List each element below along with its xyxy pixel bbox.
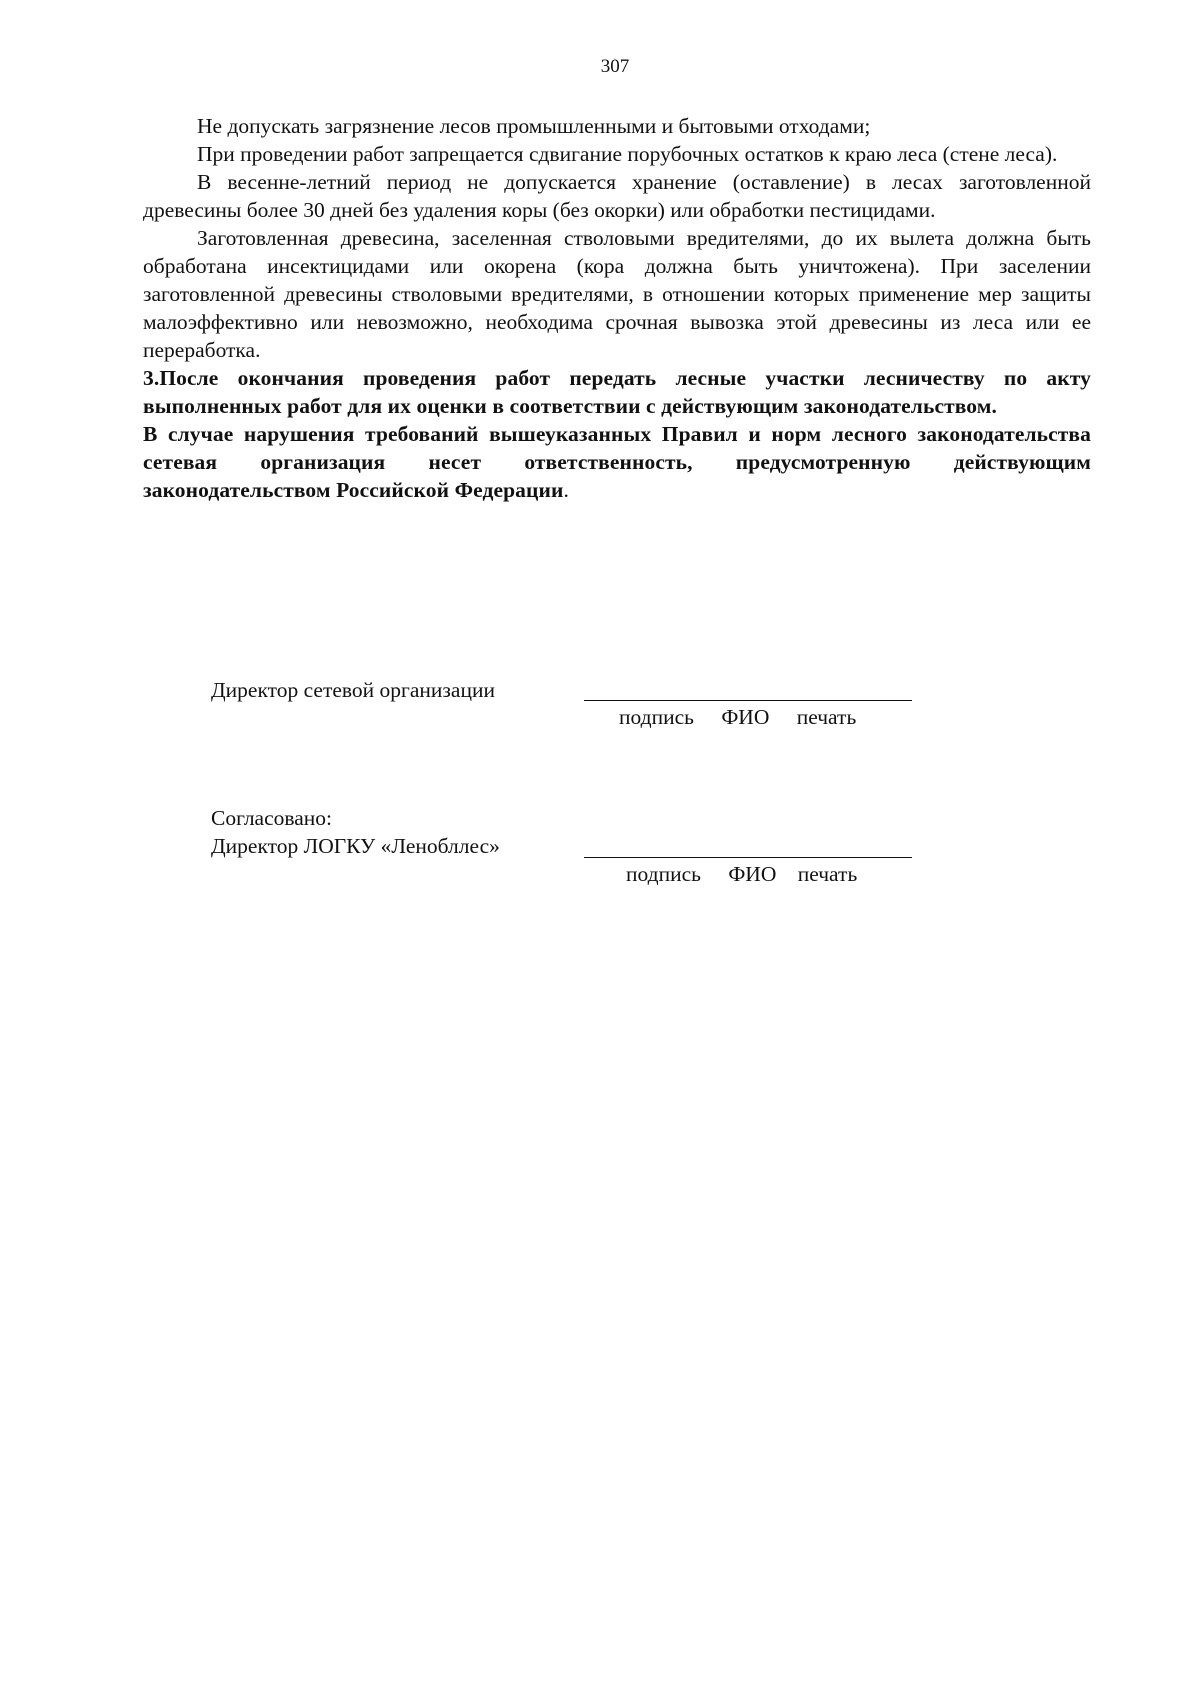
signature-1-label: Директор сетевой организации (211, 678, 495, 702)
paragraph-pests: Заготовленная древесина, заселенная стволовыми вредителями, до их вылета должна быть обработана инсектицидами или окорена (кора должна быть уничтожена). При заселении заготовленной древесины стволовыми вредителями, в отношении которых применение мер защиты малоэффективно или невозможно, необходима срочная вывозка этой древесины из леса или ее переработка. (143, 226, 1091, 362)
document-body (143, 112, 1091, 504)
paragraph-liability (143, 420, 1091, 504)
signature-2-line (584, 857, 912, 858)
signature-1-caption-signature: подпись (619, 705, 694, 729)
liability-text: В случае нарушения требований вышеуказанных Правил и норм лесного законодательства сетевая организация несет ответственность, предусмотренную действующим законодательством Российской Федерации (143, 422, 1091, 502)
signature-1-line (584, 700, 912, 701)
signature-1-caption-name: ФИО (721, 705, 770, 729)
liability-period: . (563, 478, 569, 502)
signature-2-caption (626, 860, 857, 888)
approval-label: Согласовано: (211, 806, 333, 830)
page-number: 307 (600, 56, 630, 77)
signature-2-caption-seal: печать (797, 862, 858, 886)
paragraph-pollution: Не допускать загрязнение лесов промышленными и бытовыми отходами; (197, 114, 871, 138)
signature-1-caption-seal: печать (796, 705, 857, 729)
signature-2-caption-name: ФИО (728, 862, 777, 886)
signature-1-caption (619, 703, 856, 731)
paragraph-residue: При проведении работ запрещается сдвигание порубочных остатков к краю леса (стене леса). (197, 142, 1058, 166)
paragraph-handover: 3.После окончания проведения работ передать лесные участки лесничеству по акту выполненных работ для их оценки в соответствии с действующим законодательством. (143, 366, 1091, 418)
signature-2-label: Директор ЛОГКУ «Ленобллес» (211, 834, 500, 858)
signature-2-caption-signature: подпись (626, 862, 701, 886)
paragraph-storage: В весенне-летний период не допускается хранение (оставление) в лесах заготовленной древесины более 30 дней без удаления коры (без окорки) или обработки пестицидами. (143, 170, 1091, 222)
